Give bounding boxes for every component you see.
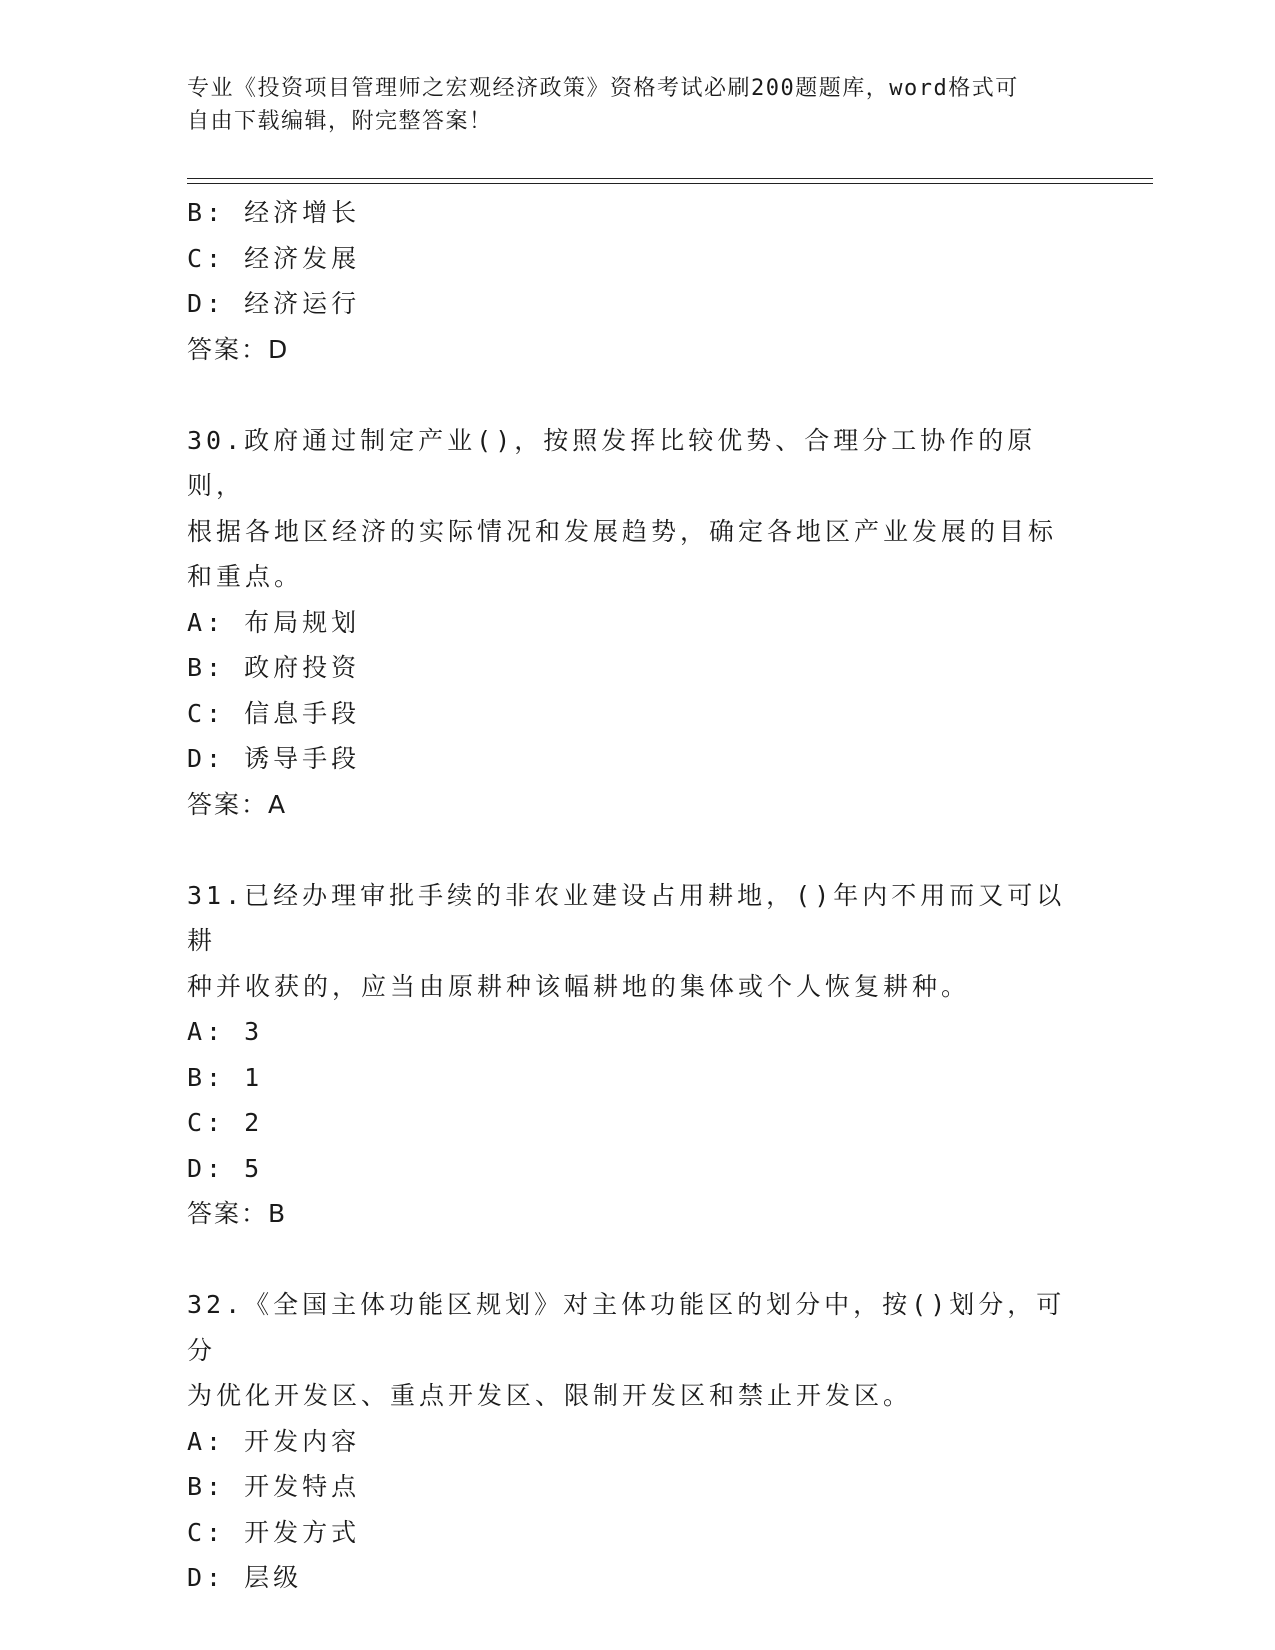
- document-header: [187, 72, 1067, 138]
- header-rule-top: [187, 178, 1153, 179]
- option-c: C: 开发方式: [187, 1517, 361, 1547]
- option-a: A: 3: [187, 1017, 264, 1046]
- question-stem-line: 30.政府通过制定产业()，按照发挥比较优势、合理分工协作的原则，: [187, 425, 1037, 500]
- option-a: A: 开发内容: [187, 1426, 361, 1456]
- option-d: D: 经济运行: [187, 289, 361, 318]
- question-32: [187, 1282, 1087, 1601]
- option-b: B: 1: [187, 1062, 264, 1092]
- question-stem-line: 32.《全国主体功能区规划》对主体功能区的划分中，按()划分，可分: [187, 1290, 1066, 1365]
- answer-line: 答案：A: [187, 789, 288, 819]
- question-list: [187, 190, 1087, 1601]
- question-stem-line: 和重点。: [187, 562, 304, 591]
- header-line-1: 专业《投资项目管理师之宏观经济政策》资格考试必刷200题题库，word格式可: [187, 76, 1019, 101]
- spacer: [187, 372, 1087, 418]
- answer-line: 答案：B: [187, 1199, 288, 1228]
- question-stem-line: 为优化开发区、重点开发区、限制开发区和禁止开发区。: [187, 1381, 913, 1410]
- option-b: B: 经济增长: [187, 198, 361, 227]
- option-b: B: 开发特点: [187, 1472, 361, 1501]
- option-d: D: 层级: [187, 1563, 303, 1592]
- prev-question: [187, 190, 1087, 372]
- header-rule-bottom: [187, 183, 1153, 184]
- question-stem-line: 种并收获的，应当由原耕种该幅耕地的集体或个人恢复耕种。: [187, 971, 971, 1001]
- spacer: [187, 1237, 1087, 1283]
- question-31: [187, 873, 1087, 1237]
- header-line-2: 自由下载编辑，附完整答案！: [187, 109, 493, 134]
- option-d: D: 诱导手段: [187, 744, 361, 773]
- option-a: A: 布局规划: [187, 607, 361, 637]
- option-b: B: 政府投资: [187, 653, 361, 682]
- option-c: C: 经济发展: [187, 243, 361, 273]
- question-stem-line: 31.已经办理审批手续的非农业建设占用耕地，()年内不用而又可以耕: [187, 880, 1066, 955]
- spacer: [187, 827, 1087, 873]
- answer-line: 答案：D: [187, 334, 290, 364]
- question-30: [187, 418, 1087, 828]
- option-c: C: 2: [187, 1108, 264, 1137]
- question-stem-line: 根据各地区经济的实际情况和发展趋势，确定各地区产业发展的目标: [187, 516, 1058, 546]
- option-c: C: 信息手段: [187, 698, 361, 728]
- option-d: D: 5: [187, 1153, 264, 1183]
